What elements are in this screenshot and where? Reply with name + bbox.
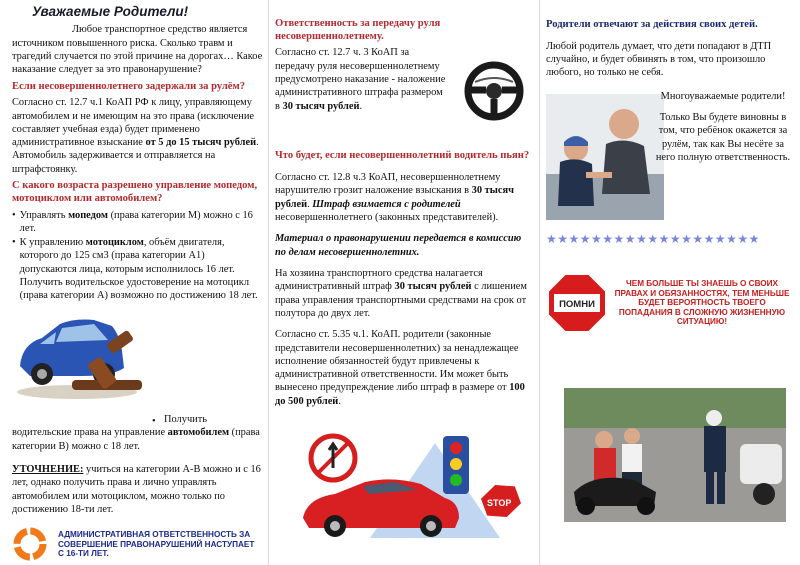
appeal-text — [654, 90, 792, 165]
column-right — [546, 0, 792, 565]
svg-text:STOP: STOP — [487, 498, 512, 508]
page-title: Уважаемые Родители! — [32, 4, 189, 19]
paragraph-parents-think: Любой родитель думает, что дети попадают в ДТП случайно, и будет обвинять в том, что произошло любого, но только не себя. — [546, 40, 772, 79]
appeal-body: Только Вы будете виновны в том, что ребёнок окажется за рулём, так как Вы несёте за него полную ответственность. — [655, 111, 791, 163]
appeal-greeting: Многоуважаемые родители! — [660, 90, 786, 102]
paragraph-owner-fine: На хозяина транспортного средства налагается административный штраф 30 тысяч рублей с лишением права управления транспортными средствами на срок от полутора до двух лет. — [275, 267, 527, 319]
age-notice-text: АДМИНИСТРАТИВНАЯ ОТВЕТСТВЕННОСТЬ ЗА СОВЕРШЕНИЕ ПРАВОНАРУШЕНИЙ НАСТУПАЕТ С 16-ТИ ЛЕТ. — [58, 530, 255, 559]
father-son-photo — [546, 94, 664, 220]
warning-text: ЧЕМ БОЛЬШЕ ТЫ ЗНАЕШЬ О СВОИХ ПРАВАХ И ОБЯЗАННОСТЯХ, ТЕМ МЕНЬШЕ БУДЕТ ВЕРОЯТНОСТЬ ТВОЕГО ПОПАДАНИЯ В СЛОЖНУЮ ЖИЗНЕННУЮ СИТУАЦИЮ! — [614, 279, 790, 327]
paragraph-commission: Материал о правонарушении передается в комиссию по делам несовершеннолетних. — [275, 233, 522, 258]
list-item-motorcycle: • К управлению мотоциклом, объём двигателя, которого до 125 см3 (права категории А1) допускаются лица, которым исполнилось 16 лет. Получить водительское удостоверение на мотоцикл (права категории А) возможно по достижению 18 лет. — [12, 237, 258, 302]
paragraph-parents-fine: Согласно ст. 5.35 ч.1. КоАП. родители (законные представители несовершеннолетних) за ненадлежащее исполнение обязанностей будут привлечены к административной ответственности. Им может быть вынесено предупреждение либо штраф в размере от 100 до 500 рублей. — [275, 329, 525, 407]
motorcycle-block — [12, 236, 264, 419]
steering-wheel-icon — [463, 60, 525, 122]
police-scooter-photo — [564, 388, 786, 522]
paragraph-drunk: Согласно ст. 12.8 ч.3 КоАП, несовершеннолетнему нарушителю грозит наложение взыскания в 30 тысяч рублей. Штраф взимается с родителей несовершеннолетнего (законных представителей). — [275, 172, 514, 224]
paragraph-detained: Согласно ст. 12.7 ч.1 КоАП РФ к лицу, управляющему автомобилем и не имеющим на это права (исключение составляет учебная езда) будет применено административное взыскание от 5 до 15 тысяч рублей. Автомобиль задерживается и отправляется на штрафстоянку. — [12, 97, 259, 175]
heading-wheel-transfer: Ответственность за передачу руля несовершеннолетнему. — [275, 18, 441, 42]
heading-parents-responsible: Родители отвечают за действия своих детей. — [546, 19, 758, 30]
column-left: Уважаемые Родители! Любое транспортное средство является источником повышенного риска. Сколько травм и трагедий случается по этой причине на дорогах… Какое наказание следует за это правонарушение? Если несовершеннолетнего задержали за рулём? Согласно ст. 12.7 ч.1 КоАП РФ к лицу, управляющему автомобилем и не имеющим на это права (исключение составляет учебная езда) будет применено административное взыскание от 5 до 15 тысяч рублей. Автомобиль задерживается и отправляется на штрафстоянку. С какого возраста разрешено управление мопедом, мотоциклом или автомобилем? • Управлять мопедом (права категории М) можно с 16 лет. • К управлению мотоциклом, объём двигателя, которого до 125 см3 (права категории А1) допускаются лица, которым исполнилось 16 лет. Получить водительское удостоверение на мотоцикл (права категории А) возможно по достижению 18 лет. • Получить водительские права на управление автомобилем (права категории В) можно с 18 лет. УТОЧНЕНИЕ: учиться на категории А-В можно и с 16 лет, однако получить права и лично управлять автомобилем или мотоциклом, можно только по достижению 18-ти лет. АДМИНИСТРАТИВНАЯ ОТВЕТСТВЕННОСТЬ ЗА СОВЕРШЕНИЕ ПРАВОНАРУШЕНИЙ НАСТУПАЕТ С 16-ТИ ЛЕТ. — [12, 0, 264, 565]
stop-sign-icon — [546, 272, 608, 334]
svg-text:ПОМНИ: ПОМНИ — [559, 299, 595, 310]
car-gavel-illustration — [12, 296, 152, 406]
paragraph-wheel-transfer: Согласно ст. 12.7 ч. 3 КоАП за передачу руля несовершеннолетнему предусмотрено наказание - наложение административного штрафа размером в 30 тысяч рублей. — [275, 47, 446, 112]
heading-age: С какого возраста разрешено управление мопедом, мотоциклом или автомобилем? — [12, 180, 258, 204]
clarification-paragraph: УТОЧНЕНИЕ: учиться на категории А-В можно и с 16 лет, однако получить права и лично управлять автомобилем или мотоциклом, можно только по достижению 18-ти лет. — [12, 464, 261, 515]
paragraph-car-license: Получить водительские права на управление автомобилем (права категории В) можно с 18 лет. — [12, 414, 260, 452]
column-divider — [268, 0, 269, 565]
age-notice — [12, 526, 264, 562]
list-item-moped: • Управлять мопедом (права категории М) можно с 16 лет. — [12, 209, 253, 234]
orange-ring-icon — [12, 526, 48, 562]
column-middle — [275, 0, 533, 565]
stars-divider: ★★★★★★★★★★★★★★★★★★★ — [546, 231, 760, 246]
heading-drunk: Что будет, если несовершеннолетний водитель пьян? — [275, 150, 530, 162]
remember-block — [546, 272, 792, 334]
photo-text-block — [546, 84, 792, 226]
wheel-block — [275, 46, 533, 156]
heading-detained: Если несовершеннолетнего задержали за рулём? — [12, 80, 246, 92]
column-divider — [539, 0, 540, 565]
road-signs-car-illustration — [295, 428, 527, 548]
intro-paragraph: Любое транспортное средство является источником повышенного риска. Сколько травм и трагедий случается по этой причине на дорогах… Какое наказание следует за это правонарушение? — [12, 24, 263, 76]
